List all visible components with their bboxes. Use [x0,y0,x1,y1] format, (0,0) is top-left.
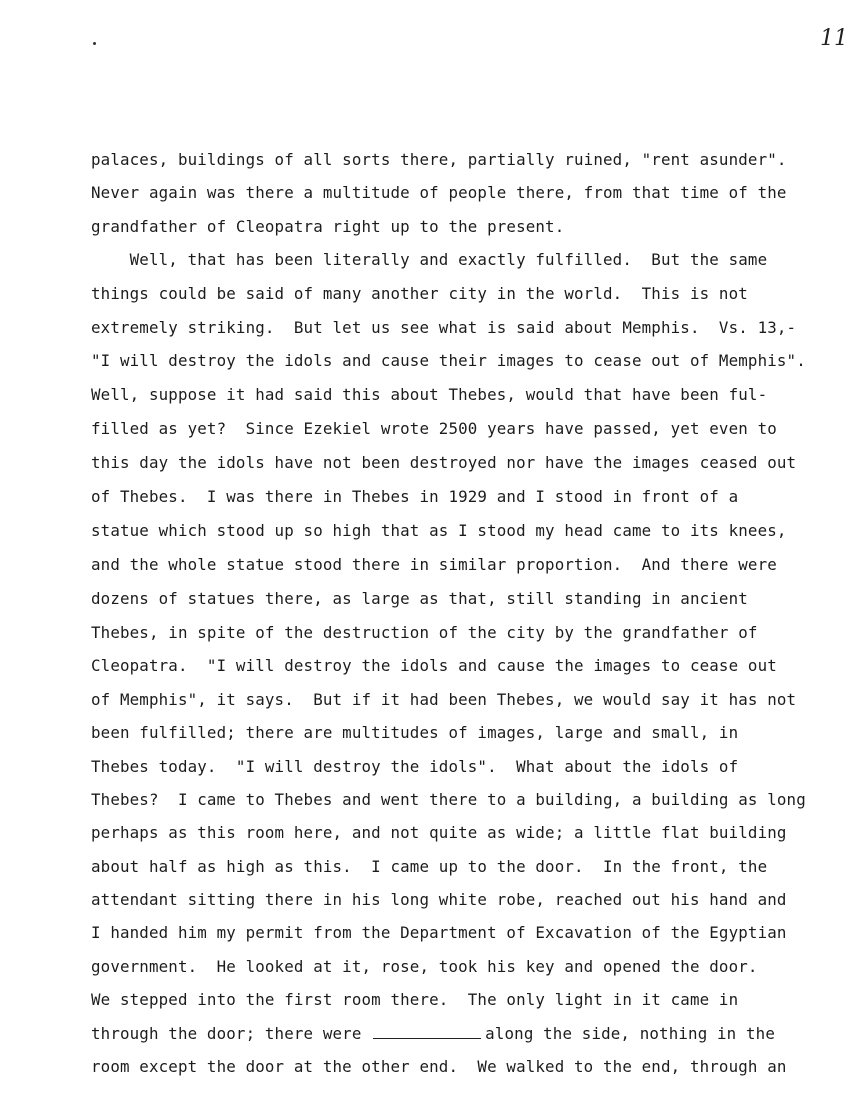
text-line-1: palaces, buildings of all sorts there, partially ruined, "rent asunder". [91,150,787,169]
text-line-27 [91,1024,775,1044]
text-line-11: of Thebes. I was there in Thebes in 1929 and I stood in front of a [91,487,739,506]
page-number: 11 [820,26,848,51]
text-line-2: Never again was there a multitude of people there, from that time of the [91,183,787,202]
text-line-14: dozens of statues there, as large as that, still standing in ancient [91,589,748,608]
text-line-13: and the whole statue stood there in similar proportion. And there were [91,555,777,574]
text-line-4: Well, that has been literally and exactly fulfilled. But the same [91,250,768,269]
text-line-25: government. He looked at it, rose, took his key and opened the door. [91,957,758,976]
text-line-21: perhaps as this room here, and not quite as wide; a little flat building [91,823,787,842]
text-line-23: attendant sitting there in his long white robe, reached out his hand and [91,890,787,909]
text-line-16: Cleopatra. "I will destroy the idols and cause the images to cease out [91,656,777,675]
text-line-7: "I will destroy the idols and cause their images to cease out of Memphis". [91,351,806,370]
text-line-10: this day the idols have not been destroyed nor have the images ceased out [91,453,797,472]
text-line-24: I handed him my permit from the Department of Excavation of the Egyptian [91,923,787,942]
text-line-28: room except the door at the other end. We walked to the end, through an [91,1057,787,1076]
text-line-12: statue which stood up so high that as I stood my head came to its knees, [91,521,787,540]
text-line-20: Thebes? I came to Thebes and went there to a building, a building as long [91,790,806,809]
text-line-3: grandfather of Cleopatra right up to the present. [91,217,565,236]
fill-in-blank [373,1024,481,1039]
text-line-22: about half as high as this. I came up to the door. In the front, the [91,857,768,876]
text-line-5: things could be said of many another city in the world. This is not [91,284,748,303]
text-line-26: We stepped into the first room there. The only light in it came in [91,990,739,1009]
text-line-17: of Memphis", it says. But if it had been Thebes, we would say it has not [91,690,797,709]
text-before-blank: through the door; there were [91,1024,362,1043]
text-line-9: filled as yet? Since Ezekiel wrote 2500 years have passed, yet even to [91,419,777,438]
scan-speck [93,42,96,45]
text-after-blank: along the side, nothing in the [485,1024,775,1043]
text-line-15: Thebes, in spite of the destruction of the city by the grandfather of [91,623,758,642]
text-line-18: been fulfilled; there are multitudes of images, large and small, in [91,723,739,742]
text-line-8: Well, suppose it had said this about Thebes, would that have been ful- [91,385,768,404]
text-line-19: Thebes today. "I will destroy the idols". What about the idols of [91,757,739,776]
text-line-6: extremely striking. But let us see what is said about Memphis. Vs. 13,- [91,318,797,337]
